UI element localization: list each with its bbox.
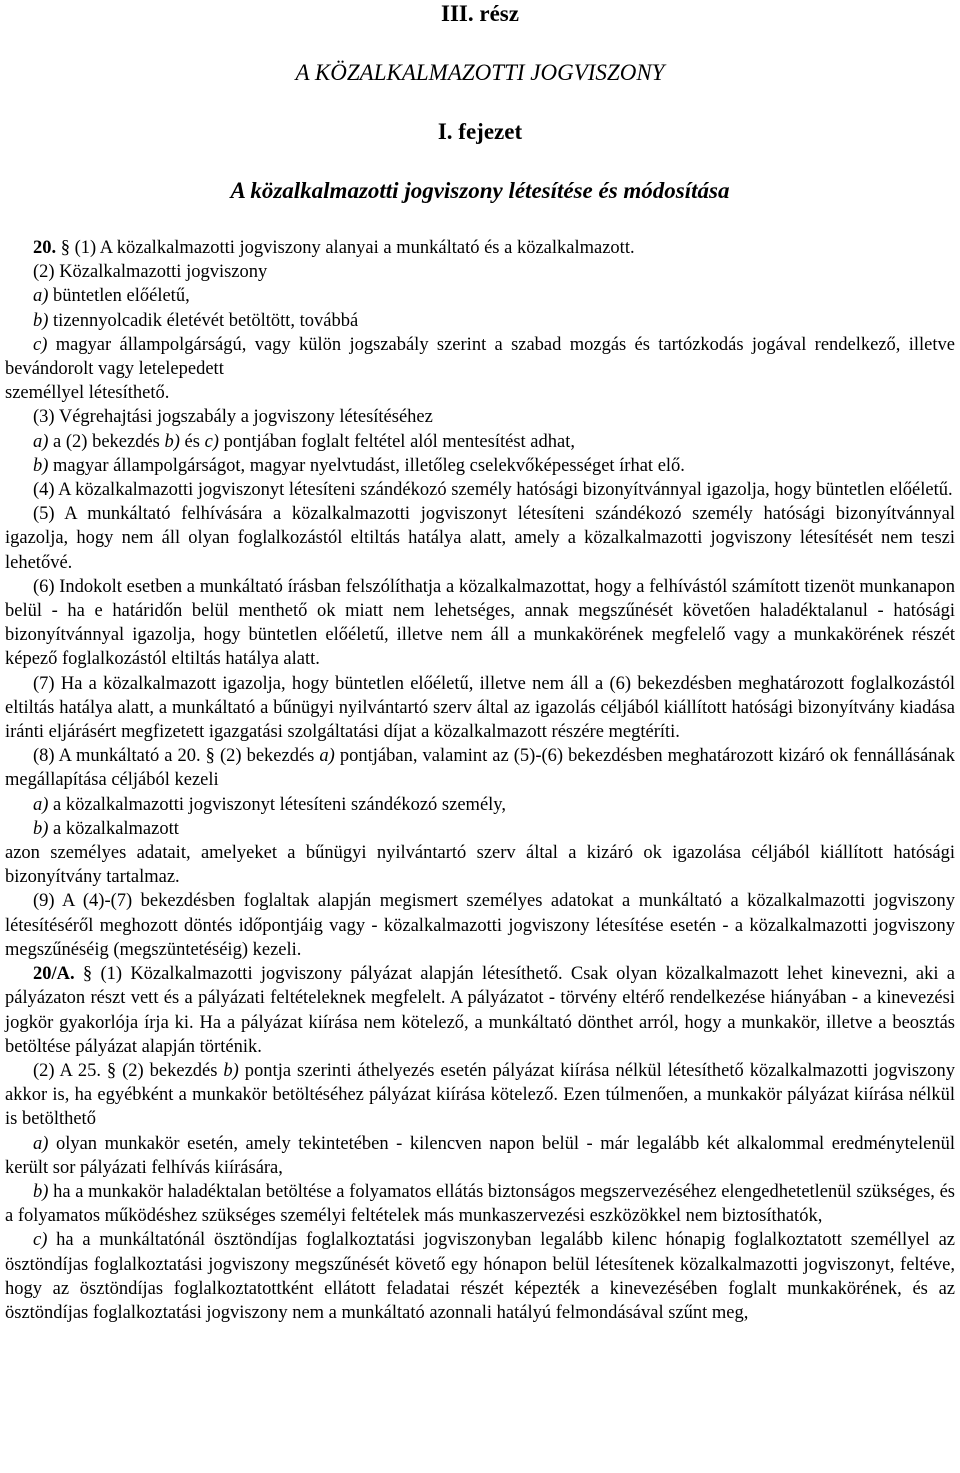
- section-number: 20.: [33, 238, 57, 258]
- point-mark: c): [33, 1230, 48, 1251]
- point-text: büntetlen előéletű,: [48, 286, 190, 307]
- section-20a-para-2: [5, 1059, 955, 1132]
- point-text: és: [179, 431, 205, 452]
- para-text: (1) A közalkalmazotti jogviszony alanyai a munkáltató és a közalkalmazott.: [74, 238, 635, 258]
- para-text: pontja szerinti áthelyezés esetén pályázat kiírása nélkül létesíthető közalkalmazotti jogviszony akkor is, ha egyébként a munkakör betöltéséhez pályázat kiírása kötelező. Ezen túlmenően, a munkakör pályázat kiírása nélkül is betölthető: [5, 1060, 955, 1130]
- section-20-para-2-c: [5, 333, 955, 381]
- point-ref: b): [223, 1060, 239, 1081]
- para-text: (1) Közalkalmazotti jogviszony pályázat alapján létesíthető. Csak olyan közalkalmazott lehet kinevezni, aki a pályázaton részt vett és a pályázati feltételeknek megfelelt. A pályázatot - törvény eltérő rendelkezése hiányában - a kinevezési jogkör gyakorlója írja ki. Ha a pályázat kiírása nem kötelező, a munkáltató dönthet arról, hogy a munkakör, illetve a beosztás betöltése pályázat alapján történik.: [5, 964, 956, 1057]
- section-20-para-1: [5, 236, 955, 260]
- section-20a-para-1: [5, 962, 955, 1059]
- section-20-para-7: (7) Ha a közalkalmazott igazolja, hogy büntetlen előéletű, illetve nem áll a (6) bekezdésben meghatározott foglalkozástól eltiltás hatálya alatt, a munkáltató a bűnügyi nyilvántartó szerv által az igazolás céljából kiállított hatósági bizonyítvány kiadása iránti eljárásért megfizetett igazgatási szolgáltatási díjat a közalkalmazott részére megtéríti.: [5, 673, 955, 743]
- section-20-para-8-b: [5, 817, 955, 841]
- section-number: 20/A.: [33, 964, 75, 985]
- chapter-heading: I. fejezet: [437, 119, 523, 144]
- section-20-para-2-b: [5, 309, 955, 333]
- point-mark: b): [33, 1181, 49, 1202]
- point-mark: a): [33, 431, 49, 452]
- point-mark: c): [33, 334, 48, 355]
- section-20-para-2-a: [5, 284, 955, 308]
- para-text: (2) A 25. § (2) bekezdés: [33, 1060, 224, 1081]
- act-title: A KÖZALKALMAZOTTI JOGVISZONY: [295, 60, 665, 85]
- section-20-para-8: [5, 744, 955, 792]
- section-20a-point-c: [5, 1228, 955, 1325]
- point-mark: b): [33, 455, 49, 476]
- point-mark: a): [33, 286, 49, 307]
- section-20a-point-b: [5, 1180, 955, 1228]
- section-sign: §: [82, 964, 93, 985]
- point-ref: c): [204, 431, 219, 452]
- chapter-title: A közalkalmazotti jogviszony létesítése és módosítása: [230, 178, 730, 203]
- section-20-para-3-a: [5, 430, 955, 454]
- point-mark: a): [33, 794, 49, 815]
- point-mark: b): [33, 310, 49, 331]
- para-text: pontjában, valamint az (5)-(6) bekezdésben meghatározott kizáró ok fennállásának megállapítása céljából kezeli: [5, 746, 955, 791]
- section-20-para-5: (5) A munkáltató felhívására a közalkalmazotti jogviszonyt létesíteni szándékozó személy hatósági bizonyítvánnyal igazolja, hogy nem áll olyan foglalkozástól eltiltás hatálya alatt, amely a közalkalmazotti jogviszony létesítését nem teszi lehetővé.: [5, 504, 955, 573]
- point-text: pontjában foglalt feltétel alól mentesítést adhat,: [218, 431, 575, 452]
- point-text: ha a munkáltatónál ösztöndíjas foglalkoztatási jogviszonyban legalább kilenc hónapig foglalkoztatott személlyel az ösztöndíjas foglalkoztatási jogviszony megszűnését követő egy hónapon belül létesítenek közalkalmazotti jogviszonyt, feltéve, hogy az ösztöndíjas foglalkoztatottként ellátott feladatai részét képezték a kinevezésében foglalt munkakörének, és az ösztöndíjas foglalkoztatási jogviszony nem a munkáltató azonnali hatályú felmondásával szűnt meg,: [5, 1230, 955, 1323]
- point-mark: a): [33, 1133, 49, 1154]
- para-text: (8) A munkáltató a 20. § (2) bekezdés: [33, 746, 320, 767]
- section-20-para-3: (3) Végrehajtási jogszabály a jogviszony létesítéséhez: [33, 407, 433, 428]
- section-20-para-2-end: személlyel létesíthető.: [5, 383, 170, 404]
- section-sign: §: [60, 238, 70, 258]
- section-20-para-4: (4) A közalkalmazotti jogviszonyt létesíteni szándékozó személy hatósági bizonyítvánnyal igazolja, hogy büntetlen előéletű.: [33, 480, 953, 501]
- point-text: ha a munkakör haladéktalan betöltése a folyamatos ellátás biztonságos megszervezéséhez elengedhetetlenül szükséges, és a folyamatos működéshez szükséges személyi feltételek más munkaszervezési eszközökkel nem biztosíthatók,: [5, 1181, 955, 1227]
- section-20-para-9: (9) A (4)-(7) bekezdésben foglaltak alapján megismert személyes adatokat a munkáltató a közalkalmazotti jogviszony létesítéséről meghozott döntés időpontjáig vagy - közalkalmazotti jogviszony létesítése esetén - a közalkalmazotti jogviszony megszűnéséig (megszüntetéséig) kezeli.: [5, 891, 955, 960]
- point-text: magyar állampolgárságú, vagy külön jogszabály szerint a szabad mozgás és tartózkodás jogával rendelkező, illetve bevándorolt vagy letelepedett: [5, 334, 955, 380]
- section-20-para-8-a: [5, 793, 955, 817]
- point-text: a (2) bekezdés: [48, 431, 165, 452]
- point-text: tizennyolcadik életévét betöltött, továbbá: [48, 310, 359, 331]
- section-20-para-2: (2) Közalkalmazotti jogviszony: [33, 262, 268, 283]
- point-ref: a): [319, 746, 335, 767]
- section-20-para-3-b: [5, 454, 955, 478]
- part-heading: III. rész: [441, 1, 519, 26]
- point-text: olyan munkakör esetén, amely tekintetében - kilencven napon belül - már legalább két alkalommal eredménytelenül került sor pályázati felhívás kiírására,: [5, 1133, 955, 1178]
- section-20-para-8-end: azon személyes adatait, amelyeket a bűnügyi nyilvántartó szerv által a kizáró ok igazolása céljából kiállított hatósági bizonyítvány tartalmaz.: [5, 843, 955, 888]
- point-mark: b): [33, 818, 49, 839]
- point-ref: b): [164, 431, 180, 452]
- title-block: [5, 0, 955, 205]
- document-body: [5, 236, 955, 1325]
- section-20a-point-a: [5, 1132, 955, 1180]
- point-text: a közalkalmazott: [48, 818, 179, 839]
- point-text: a közalkalmazotti jogviszonyt létesíteni szándékozó személy,: [48, 794, 506, 815]
- section-20-para-6: (6) Indokolt esetben a munkáltató írásban felszólíthatja a közalkalmazottat, hogy a felhívástól számított tizenöt munkanapon belül - ha e határidőn belül menthető ok miatt nem lehetséges, annak megszűnését követően haladéktalanul - hatósági bizonyítvánnyal igazolja, hogy büntetlen előéletű, illetve nem áll a munkakörének megfelelő vagy a munkakörének részét képező foglalkozástól eltiltás hatálya alatt.: [5, 576, 955, 670]
- point-text: magyar állampolgárságot, magyar nyelvtudást, illetőleg cselekvőképességet írhat elő.: [48, 455, 685, 476]
